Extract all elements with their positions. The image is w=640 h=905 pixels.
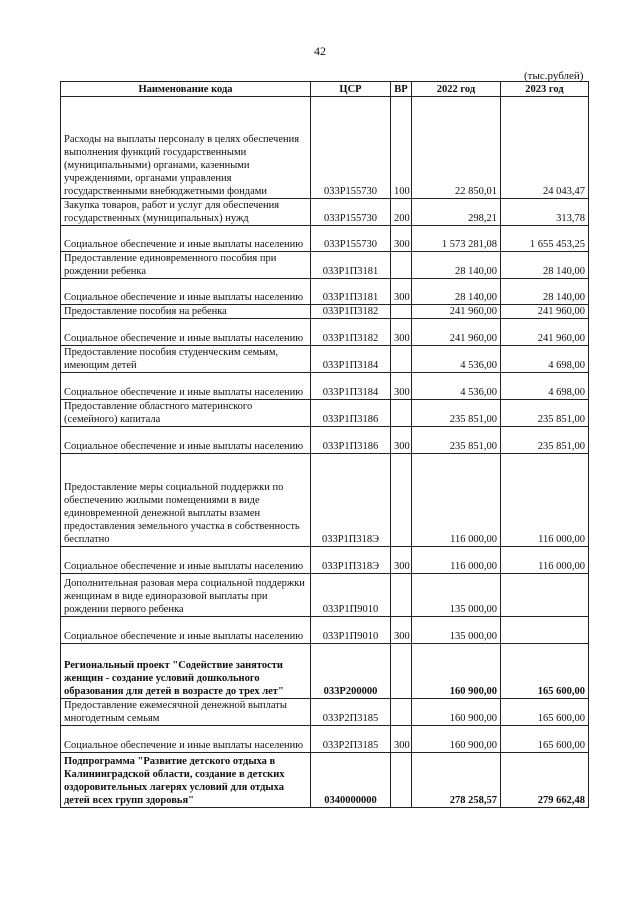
row-2022-cell: 278 258,57 [412, 753, 501, 808]
row-2022-cell: 160 900,00 [412, 699, 501, 726]
row-vr-cell: 300 [391, 726, 412, 753]
table-row [61, 279, 589, 305]
column-header-2023: 2023 год [501, 82, 589, 97]
row-2022-cell: 1 573 281,08 [412, 226, 501, 252]
row-csr-cell: 033Р155730 [311, 226, 391, 252]
row-2022-cell: 235 851,00 [412, 427, 501, 454]
row-vr-cell: 300 [391, 547, 412, 574]
row-name-cell: Предоставление пособия студенческим семьям, имеющим детей [61, 346, 311, 373]
row-csr-cell: 033Р200000 [311, 644, 391, 699]
row-2023-cell: 1 655 453,25 [501, 226, 589, 252]
row-csr-cell: 033Р1П318Э [311, 547, 391, 574]
row-name-cell: Предоставление меры социальной поддержки по обеспечению жилыми помещениями в виде единовременной денежной выплаты взамен предоставления земельного участка в собственность бесплатно [61, 454, 311, 547]
row-name-cell: Дополнительная разовая мера социальной поддержки женщинам в виде единоразовой выплаты при рождении первого ребенка [61, 574, 311, 617]
budget-table [60, 81, 589, 808]
row-2023-cell: 279 662,48 [501, 753, 589, 808]
row-csr-cell: 033Р1П318Э [311, 454, 391, 547]
units-label: (тыс.рублей) [524, 70, 584, 82]
row-2023-cell: 4 698,00 [501, 346, 589, 373]
table-row [61, 726, 589, 753]
row-2023-cell: 235 851,00 [501, 400, 589, 427]
row-vr-cell [391, 699, 412, 726]
row-2023-cell [501, 574, 589, 617]
table-row [61, 346, 589, 373]
table-row [61, 547, 589, 574]
table-row [61, 319, 589, 346]
row-2023-cell: 4 698,00 [501, 373, 589, 400]
row-vr-cell: 300 [391, 319, 412, 346]
row-csr-cell: 033Р1П3181 [311, 252, 391, 279]
row-csr-cell: 033Р2П3185 [311, 726, 391, 753]
row-csr-cell: 033Р1П3181 [311, 279, 391, 305]
row-2022-cell: 135 000,00 [412, 574, 501, 617]
row-csr-cell: 033Р1П3184 [311, 373, 391, 400]
table-row [61, 199, 589, 226]
row-2023-cell: 241 960,00 [501, 305, 589, 319]
table-row [61, 699, 589, 726]
table-row [61, 753, 589, 808]
row-2022-cell: 235 851,00 [412, 400, 501, 427]
row-name-cell: Предоставление областного материнского (семейного) капитала [61, 400, 311, 427]
row-name-cell: Социальное обеспечение и иные выплаты населению [61, 617, 311, 644]
row-csr-cell: 033Р1П3184 [311, 346, 391, 373]
row-2023-cell: 313,78 [501, 199, 589, 226]
row-2023-cell: 116 000,00 [501, 547, 589, 574]
row-vr-cell [391, 400, 412, 427]
row-2023-cell: 241 960,00 [501, 319, 589, 346]
row-vr-cell: 300 [391, 226, 412, 252]
row-csr-cell: 033Р2П3185 [311, 699, 391, 726]
table-row [61, 226, 589, 252]
row-2022-cell: 28 140,00 [412, 279, 501, 305]
row-vr-cell: 300 [391, 427, 412, 454]
row-2022-cell: 298,21 [412, 199, 501, 226]
row-2023-cell: 116 000,00 [501, 454, 589, 547]
row-csr-cell: 033Р1П3186 [311, 400, 391, 427]
row-2023-cell: 28 140,00 [501, 279, 589, 305]
row-2022-cell: 116 000,00 [412, 454, 501, 547]
row-name-cell: Социальное обеспечение и иные выплаты населению [61, 279, 311, 305]
row-vr-cell: 300 [391, 279, 412, 305]
table-body [61, 97, 589, 808]
table-row [61, 427, 589, 454]
row-vr-cell: 200 [391, 199, 412, 226]
row-name-cell: Социальное обеспечение и иные выплаты населению [61, 427, 311, 454]
table-row [61, 400, 589, 427]
table-row [61, 373, 589, 400]
column-header-2022: 2022 год [412, 82, 501, 97]
row-vr-cell: 300 [391, 617, 412, 644]
row-2023-cell: 28 140,00 [501, 252, 589, 279]
table-header-row [61, 82, 589, 97]
row-name-cell: Закупка товаров, работ и услуг для обеспечения государственных (муниципальных) нужд [61, 199, 311, 226]
row-csr-cell: 033Р155730 [311, 97, 391, 199]
row-vr-cell [391, 574, 412, 617]
row-2023-cell [501, 617, 589, 644]
row-csr-cell: 033Р1П9010 [311, 574, 391, 617]
row-name-cell: Социальное обеспечение и иные выплаты населению [61, 319, 311, 346]
table-row [61, 644, 589, 699]
row-2022-cell: 4 536,00 [412, 346, 501, 373]
table-row [61, 97, 589, 199]
row-csr-cell: 033Р1П3186 [311, 427, 391, 454]
table-row [61, 454, 589, 547]
row-name-cell: Предоставление ежемесячной денежной выплаты многодетным семьям [61, 699, 311, 726]
row-2022-cell: 160 900,00 [412, 726, 501, 753]
table-row [61, 617, 589, 644]
row-2023-cell: 24 043,47 [501, 97, 589, 199]
row-vr-cell: 100 [391, 97, 412, 199]
row-2022-cell: 135 000,00 [412, 617, 501, 644]
page-number: 42 [314, 44, 326, 58]
row-2023-cell: 165 600,00 [501, 699, 589, 726]
table-row [61, 305, 589, 319]
table-row [61, 252, 589, 279]
row-2023-cell: 165 600,00 [501, 726, 589, 753]
column-header-csr: ЦСР [311, 82, 391, 97]
row-name-cell: Подпрограмма "Развитие детского отдыха в Калининградской области, создание в детских оздоровительных лагерях условий для отдыха детей всех групп здоровья" [61, 753, 311, 808]
row-csr-cell: 033Р1П9010 [311, 617, 391, 644]
column-header-name: Наименование кода [61, 82, 311, 97]
row-name-cell: Социальное обеспечение и иные выплаты населению [61, 226, 311, 252]
row-vr-cell [391, 644, 412, 699]
row-csr-cell: 0340000000 [311, 753, 391, 808]
row-vr-cell [391, 252, 412, 279]
row-vr-cell [391, 305, 412, 319]
row-2022-cell: 22 850,01 [412, 97, 501, 199]
row-name-cell: Региональный проект "Содействие занятости женщин - создание условий дошкольного образования для детей в возрасте до трех лет" [61, 644, 311, 699]
row-name-cell: Расходы на выплаты персоналу в целях обеспечения выполнения функций государственными (муниципальными) органами, казенными учреждениями, органами управления государственными внебюджетными фондами [61, 97, 311, 199]
row-name-cell: Социальное обеспечение и иные выплаты населению [61, 373, 311, 400]
row-name-cell: Социальное обеспечение и иные выплаты населению [61, 547, 311, 574]
row-vr-cell: 300 [391, 373, 412, 400]
row-name-cell: Предоставление единовременного пособия при рождении ребенка [61, 252, 311, 279]
row-2022-cell: 160 900,00 [412, 644, 501, 699]
row-vr-cell [391, 346, 412, 373]
column-header-vr: ВР [391, 82, 412, 97]
row-2022-cell: 241 960,00 [412, 319, 501, 346]
row-2022-cell: 4 536,00 [412, 373, 501, 400]
row-2022-cell: 28 140,00 [412, 252, 501, 279]
row-csr-cell: 033Р1П3182 [311, 305, 391, 319]
row-2023-cell: 165 600,00 [501, 644, 589, 699]
row-name-cell: Предоставление пособия на ребенка [61, 305, 311, 319]
row-vr-cell [391, 454, 412, 547]
row-name-cell: Социальное обеспечение и иные выплаты населению [61, 726, 311, 753]
row-csr-cell: 033Р1П3182 [311, 319, 391, 346]
row-2023-cell: 235 851,00 [501, 427, 589, 454]
row-csr-cell: 033Р155730 [311, 199, 391, 226]
row-2022-cell: 241 960,00 [412, 305, 501, 319]
table-row [61, 574, 589, 617]
row-vr-cell [391, 753, 412, 808]
row-2022-cell: 116 000,00 [412, 547, 501, 574]
